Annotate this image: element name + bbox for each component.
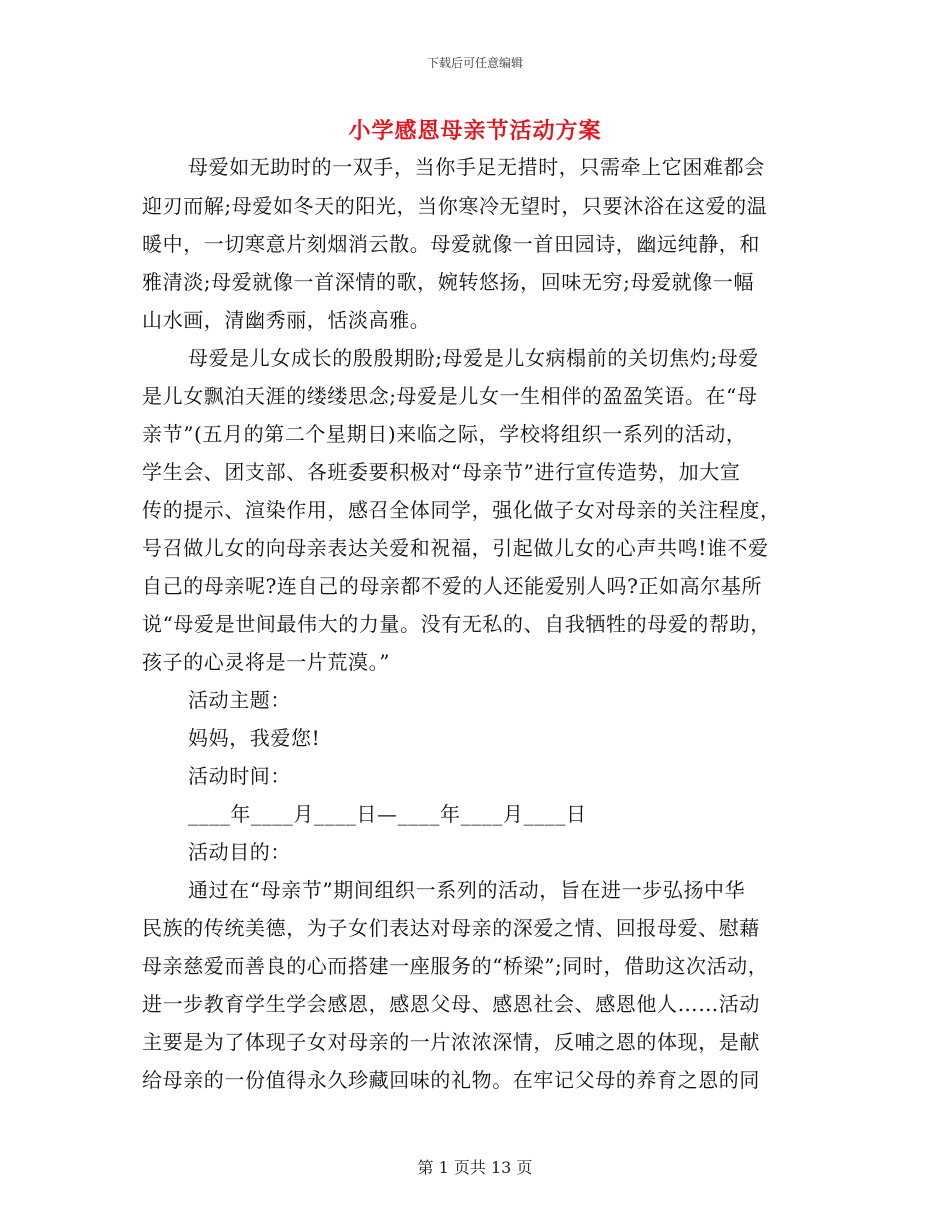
section-heading: 活动目的： <box>188 840 291 864</box>
date-range-line: ____年____月____日—____年____月____日 <box>188 802 587 826</box>
body-line: 民族的传统美德，为子女们表达对母亲的深爱之情、回报母爱、慰藉 <box>142 916 760 940</box>
body-line: 孩子的心灵将是一片荒漠。” <box>142 650 391 674</box>
body-line: 是儿女飘泊天涯的缕缕思念;母爱是儿女一生相伴的盈盈笑语。在“母 <box>142 384 758 408</box>
body-line: 母亲慈爱而善良的心而搭建一座服务的“桥梁”;同时，借助这次活动， <box>142 954 769 978</box>
body-line: 自己的母亲呢?连自己的母亲都不爱的人还能爱别人吗?正如高尔基所 <box>142 574 763 598</box>
body-line: 主要是为了体现子女对母亲的一片浓浓深情，反哺之恩的体现，是献 <box>142 1030 760 1054</box>
header-note: 下载后可任意编辑 <box>426 56 523 70</box>
body-line: 暖中，一切寒意片刻烟消云散。母爱就像一首田园诗，幽远纯静，和 <box>142 232 760 256</box>
body-line: 说“母爱是世间最伟大的力量。没有无私的、自我牺牲的母爱的帮助， <box>142 612 771 636</box>
section-heading: 活动主题： <box>188 688 291 712</box>
body-line: 学生会、团支部、各班委要积极对“母亲节”进行宣传造势，加大宣 <box>142 460 741 484</box>
document-title: 小学感恩母亲节活动方案 <box>348 118 602 144</box>
body-line: 母爱是儿女成长的殷殷期盼;母爱是儿女病榻前的关切焦灼;母爱 <box>188 346 759 370</box>
body-line: 传的提示、渲染作用，感召全体同学，强化做子女对母亲的关注程度， <box>142 498 781 522</box>
body-line: 山水画，清幽秀丽，恬淡高雅。 <box>142 308 431 332</box>
body-line: 亲节”(五月的第二个星期日)来临之际，学校将组织一系列的活动， <box>142 422 747 446</box>
page-footer: 第 1 页共 13 页 <box>417 1158 533 1177</box>
section-heading: 活动时间： <box>188 764 291 788</box>
body-line: 妈妈，我爱您! <box>188 726 321 750</box>
body-line: 迎刃而解;母爱如冬天的阳光，当你寒冷无望时，只要沐浴在这爱的温 <box>142 194 768 218</box>
body-line: 母爱如无助时的一双手，当你手足无措时，只需牵上它困难都会 <box>188 155 765 179</box>
body-line: 号召做儿女的向母亲表达关爱和祝福，引起做儿女的心声共鸣!谁不爱 <box>142 536 769 560</box>
body-line: 给母亲的一份值得永久珍藏回味的礼物。在牢记父母的养育之恩的同 <box>142 1068 760 1092</box>
body-line: 进一步教育学生学会感恩，感恩父母、感恩社会、感恩他人……活动 <box>142 992 760 1016</box>
body-line: 雅清淡;母爱就像一首深情的歌，婉转悠扬，回味无穷;母爱就像一幅 <box>142 270 755 294</box>
body-line: 通过在“母亲节”期间组织一系列的活动，旨在进一步弘扬中华 <box>188 878 746 902</box>
